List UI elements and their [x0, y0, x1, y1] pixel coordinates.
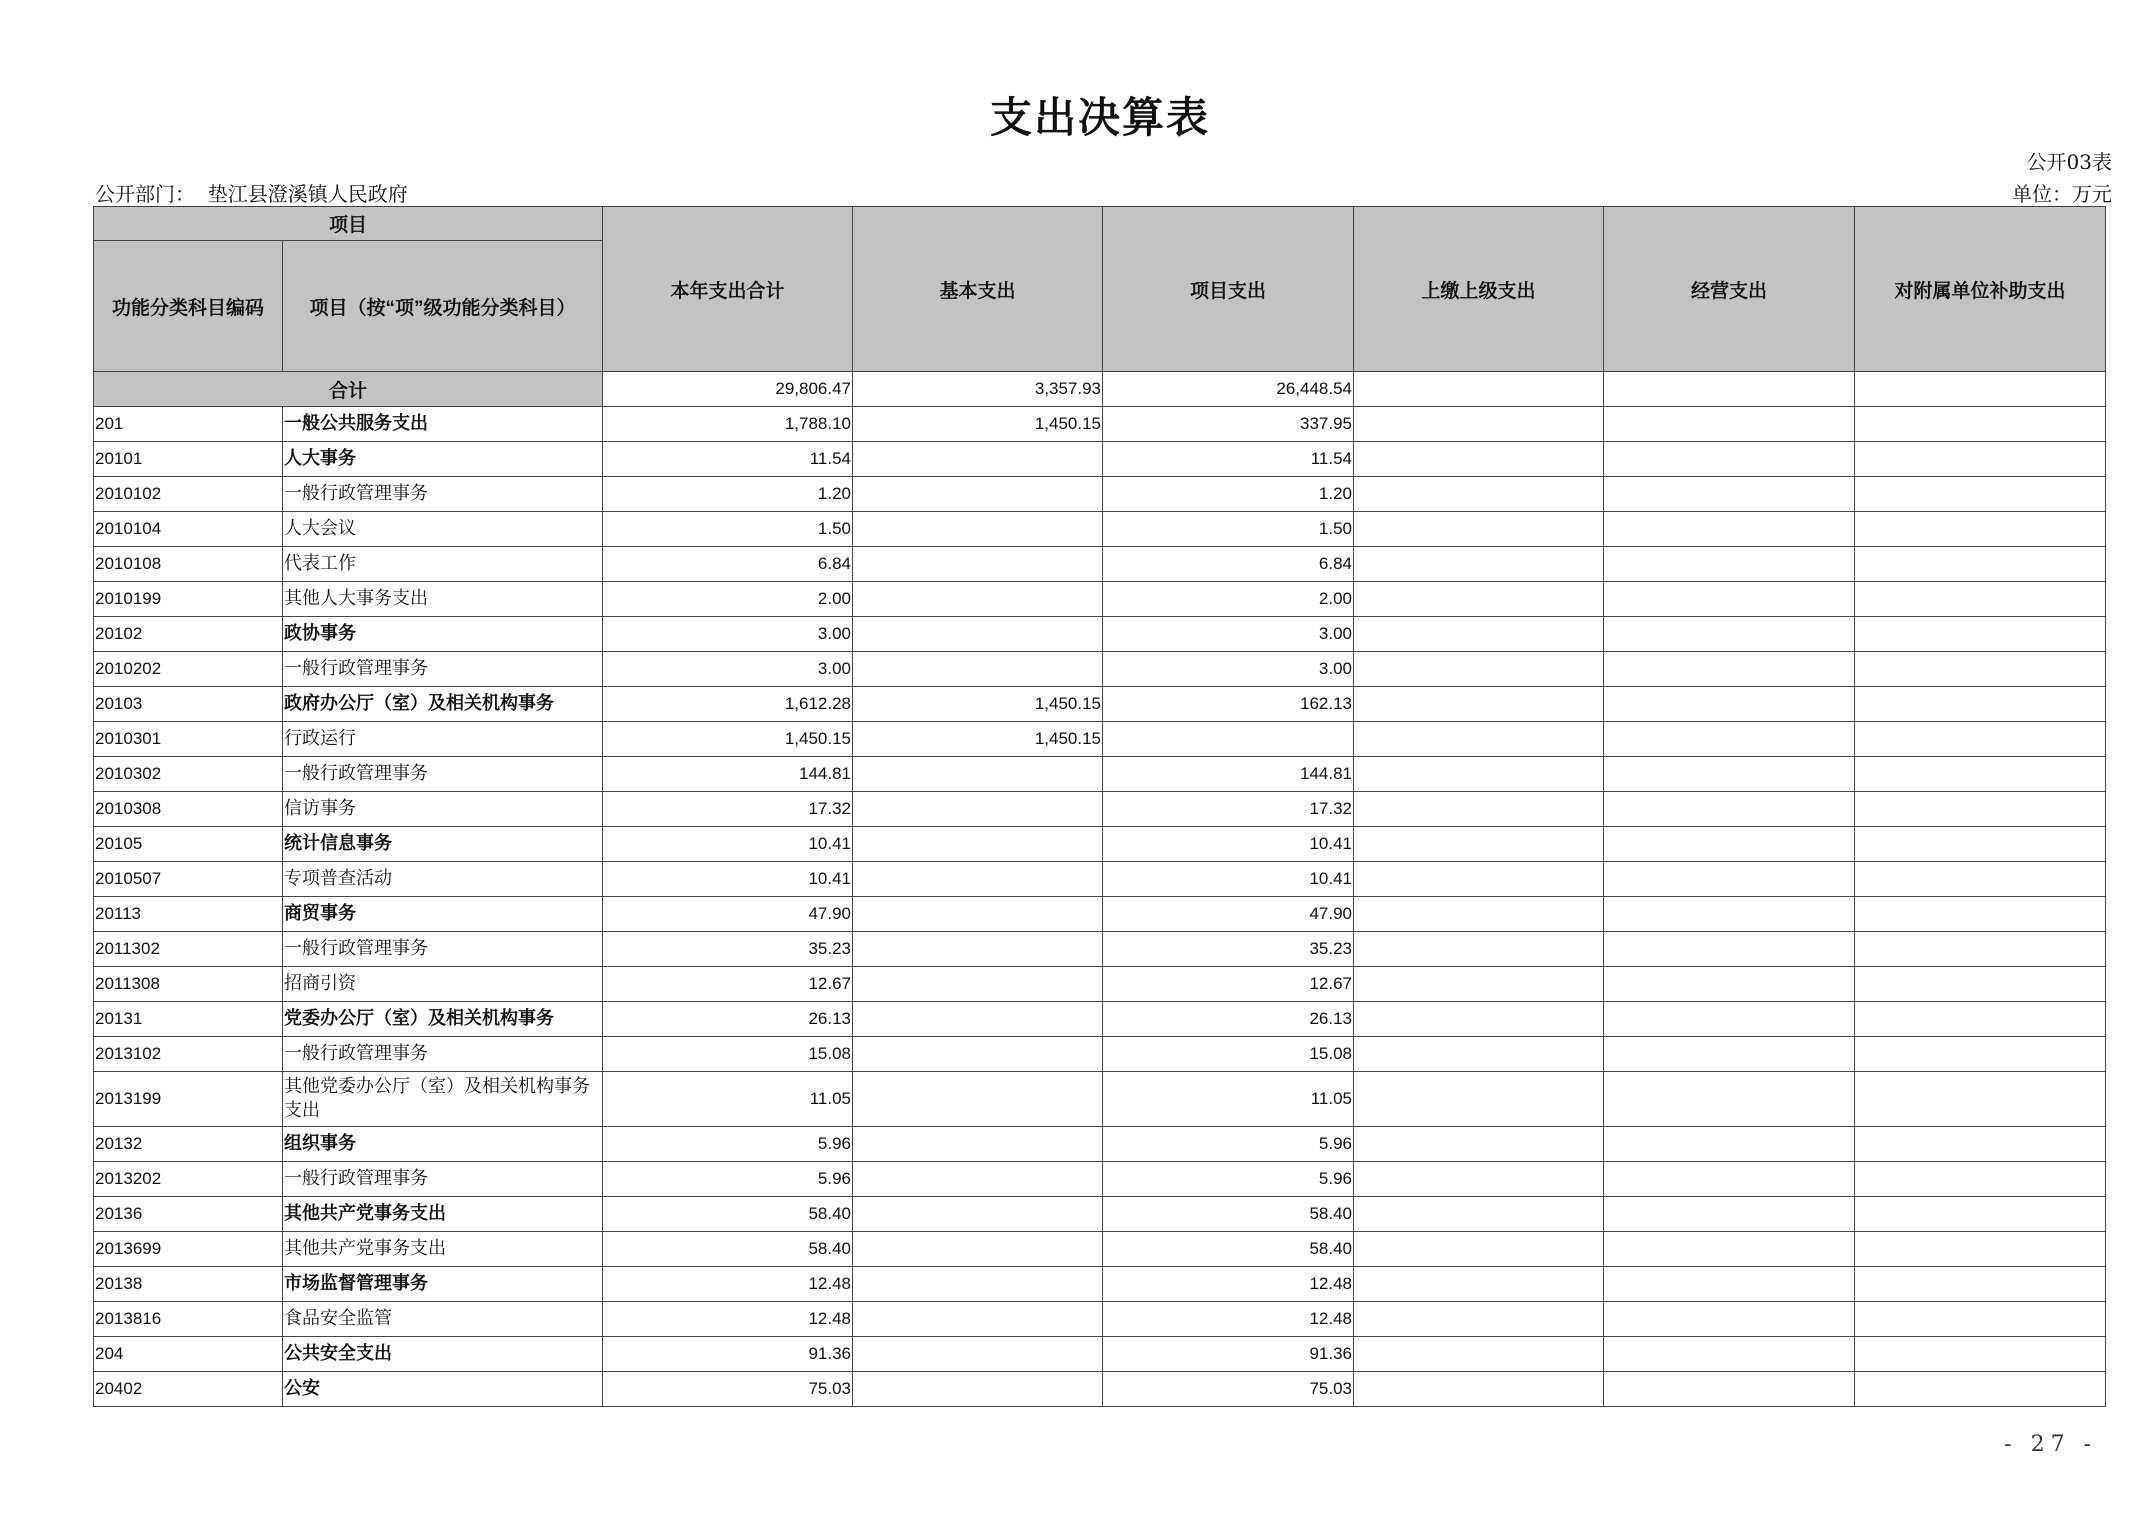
total-cell: 144.81	[603, 757, 853, 792]
basic-cell	[853, 757, 1103, 792]
project-cell: 162.13	[1103, 687, 1354, 722]
unit-label: 单位：万元	[2012, 182, 2112, 206]
name-cell: 一般行政管理事务	[283, 757, 603, 792]
subsidy-cell	[1855, 372, 2106, 407]
code-cell: 204	[94, 1337, 283, 1372]
code-cell: 20402	[94, 1372, 283, 1407]
code-cell: 2013199	[94, 1072, 283, 1127]
project-cell: 17.32	[1103, 792, 1354, 827]
code-cell: 2011302	[94, 932, 283, 967]
subsidy-cell	[1855, 757, 2106, 792]
code-cell: 2013102	[94, 1037, 283, 1072]
name-cell: 一般行政管理事务	[283, 652, 603, 687]
name-cell: 招商引资	[283, 967, 603, 1002]
total-cell: 17.32	[603, 792, 853, 827]
code-cell: 201	[94, 407, 283, 442]
subsidy-cell	[1855, 792, 2106, 827]
business-cell	[1604, 792, 1855, 827]
table-row	[94, 407, 2106, 442]
code-cell: 2011308	[94, 967, 283, 1002]
business-cell	[1604, 1337, 1855, 1372]
upper-cell	[1354, 1372, 1604, 1407]
business-cell	[1604, 757, 1855, 792]
code-cell: 20102	[94, 617, 283, 652]
project-cell: 75.03	[1103, 1372, 1354, 1407]
table-row	[94, 1127, 2106, 1162]
upper-cell	[1354, 1037, 1604, 1072]
upper-cell	[1354, 1302, 1604, 1337]
table-row	[94, 1267, 2106, 1302]
total-cell: 29,806.47	[603, 372, 853, 407]
project-cell	[1103, 722, 1354, 757]
project-cell: 47.90	[1103, 897, 1354, 932]
upper-cell	[1354, 1267, 1604, 1302]
business-cell	[1604, 442, 1855, 477]
upper-cell	[1354, 967, 1604, 1002]
upper-cell	[1354, 1162, 1604, 1197]
code-cell: 2013699	[94, 1232, 283, 1267]
business-cell	[1604, 1072, 1855, 1127]
business-cell	[1604, 827, 1855, 862]
basic-cell	[853, 1372, 1103, 1407]
subsidy-cell	[1855, 932, 2106, 967]
upper-cell	[1354, 757, 1604, 792]
basic-cell	[853, 1072, 1103, 1127]
business-cell	[1604, 1267, 1855, 1302]
project-cell: 3.00	[1103, 617, 1354, 652]
upper-cell	[1354, 1232, 1604, 1267]
page-number: - 27 -	[2004, 1432, 2097, 1457]
name-cell: 其他共产党事务支出	[283, 1232, 603, 1267]
upper-cell	[1354, 1337, 1604, 1372]
total-cell: 1,450.15	[603, 722, 853, 757]
subsidy-cell	[1855, 477, 2106, 512]
business-cell	[1604, 967, 1855, 1002]
name-cell: 食品安全监管	[283, 1302, 603, 1337]
subsidy-cell	[1855, 862, 2106, 897]
name-cell: 其他党委办公厅（室）及相关机构事务支出	[283, 1072, 603, 1127]
header-upper: 上缴上级支出	[1354, 207, 1604, 372]
subsidy-cell	[1855, 1267, 2106, 1302]
subsidy-cell	[1855, 442, 2106, 477]
table-row	[94, 512, 2106, 547]
code-cell: 20131	[94, 1002, 283, 1037]
table-row	[94, 1302, 2106, 1337]
code-cell: 2010301	[94, 722, 283, 757]
project-cell: 26,448.54	[1103, 372, 1354, 407]
project-cell: 58.40	[1103, 1232, 1354, 1267]
total-cell: 3.00	[603, 652, 853, 687]
upper-cell	[1354, 792, 1604, 827]
code-cell: 2010308	[94, 792, 283, 827]
basic-cell	[853, 1197, 1103, 1232]
code-cell: 2010302	[94, 757, 283, 792]
basic-cell: 1,450.15	[853, 722, 1103, 757]
table-row	[94, 792, 2106, 827]
upper-cell	[1354, 547, 1604, 582]
business-cell	[1604, 512, 1855, 547]
table-row	[94, 897, 2106, 932]
total-cell: 11.05	[603, 1072, 853, 1127]
subsidy-cell	[1855, 1232, 2106, 1267]
basic-cell	[853, 617, 1103, 652]
basic-cell	[853, 582, 1103, 617]
basic-cell	[853, 1267, 1103, 1302]
upper-cell	[1354, 862, 1604, 897]
page-title: 支出决算表	[989, 93, 1210, 142]
header-business: 经营支出	[1604, 207, 1855, 372]
table-row	[94, 477, 2106, 512]
basic-cell	[853, 547, 1103, 582]
header-name: 项目（按“项”级功能分类科目）	[283, 241, 603, 372]
name-cell: 人大会议	[283, 512, 603, 547]
business-cell	[1604, 1127, 1855, 1162]
total-cell: 5.96	[603, 1162, 853, 1197]
name-cell: 其他共产党事务支出	[283, 1197, 603, 1232]
upper-cell	[1354, 1127, 1604, 1162]
subsidy-cell	[1855, 1337, 2106, 1372]
total-cell: 75.03	[603, 1372, 853, 1407]
basic-cell: 1,450.15	[853, 407, 1103, 442]
subsidy-cell	[1855, 897, 2106, 932]
name-cell: 一般公共服务支出	[283, 407, 603, 442]
project-cell: 1.50	[1103, 512, 1354, 547]
code-cell: 20138	[94, 1267, 283, 1302]
basic-cell	[853, 827, 1103, 862]
subsidy-cell	[1855, 1162, 2106, 1197]
code-cell: 20132	[94, 1127, 283, 1162]
subsidy-cell	[1855, 547, 2106, 582]
table-row	[94, 967, 2106, 1002]
table-row	[94, 687, 2106, 722]
total-row	[94, 372, 2106, 407]
code-cell: 2010507	[94, 862, 283, 897]
basic-cell	[853, 792, 1103, 827]
subsidy-cell	[1855, 827, 2106, 862]
business-cell	[1604, 1302, 1855, 1337]
subsidy-cell	[1855, 652, 2106, 687]
name-cell: 市场监督管理事务	[283, 1267, 603, 1302]
basic-cell	[853, 477, 1103, 512]
total-cell: 6.84	[603, 547, 853, 582]
business-cell	[1604, 722, 1855, 757]
code-cell: 2010102	[94, 477, 283, 512]
table-row	[94, 652, 2106, 687]
total-cell: 1.20	[603, 477, 853, 512]
business-cell	[1604, 617, 1855, 652]
name-cell: 专项普查活动	[283, 862, 603, 897]
total-cell: 12.48	[603, 1302, 853, 1337]
code-cell: 20103	[94, 687, 283, 722]
business-cell	[1604, 897, 1855, 932]
table-row	[94, 1232, 2106, 1267]
total-cell: 10.41	[603, 862, 853, 897]
total-cell: 1,788.10	[603, 407, 853, 442]
business-cell	[1604, 1372, 1855, 1407]
name-cell: 其他人大事务支出	[283, 582, 603, 617]
table-row	[94, 722, 2106, 757]
code-cell: 2010108	[94, 547, 283, 582]
subsidy-cell	[1855, 407, 2106, 442]
subsidy-cell	[1855, 687, 2106, 722]
basic-cell	[853, 897, 1103, 932]
upper-cell	[1354, 722, 1604, 757]
total-cell: 11.54	[603, 442, 853, 477]
subsidy-cell	[1855, 1372, 2106, 1407]
project-cell: 58.40	[1103, 1197, 1354, 1232]
upper-cell	[1354, 407, 1604, 442]
code-cell: 2010104	[94, 512, 283, 547]
total-cell: 12.67	[603, 967, 853, 1002]
total-label: 合计	[94, 372, 603, 407]
name-cell: 公共安全支出	[283, 1337, 603, 1372]
basic-cell	[853, 512, 1103, 547]
business-cell	[1604, 547, 1855, 582]
name-cell: 行政运行	[283, 722, 603, 757]
code-cell: 2010199	[94, 582, 283, 617]
table-row	[94, 1002, 2106, 1037]
total-cell: 10.41	[603, 827, 853, 862]
name-cell: 政府办公厅（室）及相关机构事务	[283, 687, 603, 722]
basic-cell	[853, 932, 1103, 967]
upper-cell	[1354, 1002, 1604, 1037]
header-basic: 基本支出	[853, 207, 1103, 372]
name-cell: 党委办公厅（室）及相关机构事务	[283, 1002, 603, 1037]
business-cell	[1604, 1232, 1855, 1267]
basic-cell: 3,357.93	[853, 372, 1103, 407]
header-project: 项目	[94, 207, 603, 241]
table-row	[94, 442, 2106, 477]
subsidy-cell	[1855, 1037, 2106, 1072]
table-row	[94, 757, 2106, 792]
upper-cell	[1354, 477, 1604, 512]
project-cell: 6.84	[1103, 547, 1354, 582]
basic-cell	[853, 442, 1103, 477]
header-project-expenditure: 项目支出	[1103, 207, 1354, 372]
basic-cell	[853, 1337, 1103, 1372]
project-cell: 11.54	[1103, 442, 1354, 477]
total-cell: 58.40	[603, 1232, 853, 1267]
subsidy-cell	[1855, 967, 2106, 1002]
business-cell	[1604, 1037, 1855, 1072]
name-cell: 商贸事务	[283, 897, 603, 932]
header-subsidy: 对附属单位补助支出	[1855, 207, 2106, 372]
project-cell: 5.96	[1103, 1162, 1354, 1197]
subsidy-cell	[1855, 512, 2106, 547]
total-cell: 1.50	[603, 512, 853, 547]
name-cell: 人大事务	[283, 442, 603, 477]
name-cell: 一般行政管理事务	[283, 1162, 603, 1197]
project-cell: 10.41	[1103, 862, 1354, 897]
total-cell: 26.13	[603, 1002, 853, 1037]
total-cell: 58.40	[603, 1197, 853, 1232]
name-cell: 代表工作	[283, 547, 603, 582]
total-cell: 35.23	[603, 932, 853, 967]
table-row	[94, 932, 2106, 967]
basic-cell: 1,450.15	[853, 687, 1103, 722]
project-cell: 144.81	[1103, 757, 1354, 792]
table-row	[94, 1037, 2106, 1072]
table-row	[94, 617, 2106, 652]
name-cell: 公安	[283, 1372, 603, 1407]
business-cell	[1604, 1002, 1855, 1037]
business-cell	[1604, 407, 1855, 442]
project-cell: 2.00	[1103, 582, 1354, 617]
business-cell	[1604, 582, 1855, 617]
total-cell: 12.48	[603, 1267, 853, 1302]
upper-cell	[1354, 442, 1604, 477]
basic-cell	[853, 1162, 1103, 1197]
name-cell: 信访事务	[283, 792, 603, 827]
project-cell: 35.23	[1103, 932, 1354, 967]
total-cell: 91.36	[603, 1337, 853, 1372]
department-name: 垫江县澄溪镇人民政府	[207, 182, 408, 206]
business-cell	[1604, 372, 1855, 407]
project-cell: 12.48	[1103, 1267, 1354, 1302]
table-row	[94, 1337, 2106, 1372]
total-cell: 15.08	[603, 1037, 853, 1072]
basic-cell	[853, 652, 1103, 687]
upper-cell	[1354, 617, 1604, 652]
subsidy-cell	[1855, 722, 2106, 757]
basic-cell	[853, 1232, 1103, 1267]
table-row	[94, 1072, 2106, 1127]
subsidy-cell	[1855, 1127, 2106, 1162]
code-cell: 20101	[94, 442, 283, 477]
project-cell: 1.20	[1103, 477, 1354, 512]
project-cell: 12.67	[1103, 967, 1354, 1002]
project-cell: 91.36	[1103, 1337, 1354, 1372]
upper-cell	[1354, 897, 1604, 932]
upper-cell	[1354, 827, 1604, 862]
basic-cell	[853, 1302, 1103, 1337]
department-line	[95, 178, 408, 207]
header-total: 本年支出合计	[603, 207, 853, 372]
basic-cell	[853, 1002, 1103, 1037]
upper-cell	[1354, 1072, 1604, 1127]
subsidy-cell	[1855, 1302, 2106, 1337]
project-cell: 12.48	[1103, 1302, 1354, 1337]
total-cell: 5.96	[603, 1127, 853, 1162]
total-cell: 1,612.28	[603, 687, 853, 722]
upper-cell	[1354, 582, 1604, 617]
upper-cell	[1354, 512, 1604, 547]
code-cell: 20105	[94, 827, 283, 862]
name-cell: 组织事务	[283, 1127, 603, 1162]
project-cell: 3.00	[1103, 652, 1354, 687]
name-cell: 一般行政管理事务	[283, 477, 603, 512]
total-cell: 47.90	[603, 897, 853, 932]
code-cell: 2010202	[94, 652, 283, 687]
name-cell: 一般行政管理事务	[283, 932, 603, 967]
upper-cell	[1354, 652, 1604, 687]
basic-cell	[853, 967, 1103, 1002]
table-row	[94, 1197, 2106, 1232]
table-row	[94, 582, 2106, 617]
table-row	[94, 1372, 2106, 1407]
table-row	[94, 827, 2106, 862]
name-cell: 统计信息事务	[283, 827, 603, 862]
subsidy-cell	[1855, 617, 2106, 652]
name-cell: 一般行政管理事务	[283, 1037, 603, 1072]
upper-cell	[1354, 1197, 1604, 1232]
form-number: 公开03表	[2026, 150, 2112, 174]
business-cell	[1604, 652, 1855, 687]
subsidy-cell	[1855, 582, 2106, 617]
basic-cell	[853, 1037, 1103, 1072]
business-cell	[1604, 1197, 1855, 1232]
upper-cell	[1354, 687, 1604, 722]
department-label: 公开部门：	[95, 182, 195, 206]
project-cell: 15.08	[1103, 1037, 1354, 1072]
business-cell	[1604, 687, 1855, 722]
basic-cell	[853, 862, 1103, 897]
business-cell	[1604, 477, 1855, 512]
code-cell: 20113	[94, 897, 283, 932]
subsidy-cell	[1855, 1197, 2106, 1232]
code-cell: 20136	[94, 1197, 283, 1232]
upper-cell	[1354, 372, 1604, 407]
project-cell: 5.96	[1103, 1127, 1354, 1162]
basic-cell	[853, 1127, 1103, 1162]
table-row	[94, 547, 2106, 582]
subsidy-cell	[1855, 1072, 2106, 1127]
project-cell: 337.95	[1103, 407, 1354, 442]
project-cell: 10.41	[1103, 827, 1354, 862]
subsidy-cell	[1855, 1002, 2106, 1037]
upper-cell	[1354, 932, 1604, 967]
project-cell: 26.13	[1103, 1002, 1354, 1037]
header-code: 功能分类科目编码	[94, 241, 283, 372]
expenditure-table	[93, 206, 2106, 1407]
total-cell: 2.00	[603, 582, 853, 617]
business-cell	[1604, 1162, 1855, 1197]
code-cell: 2013202	[94, 1162, 283, 1197]
project-cell: 11.05	[1103, 1072, 1354, 1127]
table-row	[94, 1162, 2106, 1197]
total-cell: 3.00	[603, 617, 853, 652]
business-cell	[1604, 932, 1855, 967]
table-row	[94, 862, 2106, 897]
name-cell: 政协事务	[283, 617, 603, 652]
business-cell	[1604, 862, 1855, 897]
code-cell: 2013816	[94, 1302, 283, 1337]
